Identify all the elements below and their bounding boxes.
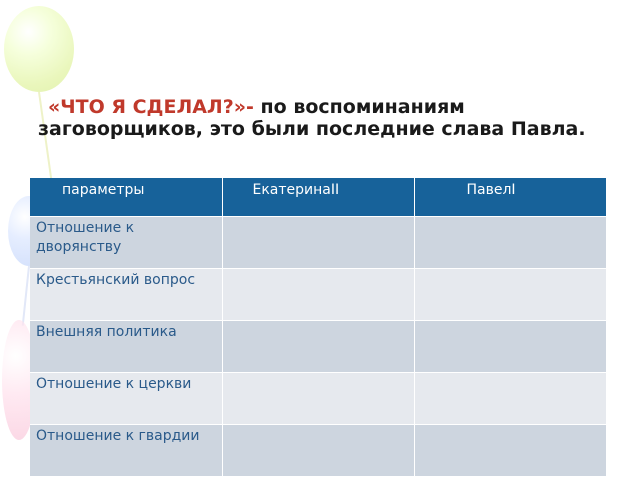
cell-catherine[interactable] [222,217,414,269]
table-row [30,425,606,477]
row-label: Отношение к дворянству [30,217,222,269]
title-text: по воспоминаниям заговорщиков, это были последние слава Павла. [38,96,586,140]
slide-title [38,96,598,140]
table-row [30,373,606,425]
table-header-row [30,178,606,217]
row-label: Отношение к церкви [30,373,222,425]
header-catherine: ЕкатеринаII [222,178,414,217]
title-quote: «ЧТО Я СДЕЛАЛ?»- [48,96,254,118]
row-label: Внешняя политика [30,321,222,373]
row-label: Отношение к гвардии [30,425,222,477]
balloon-decoration-green [4,6,74,92]
table-row [30,269,606,321]
cell-paul[interactable] [414,269,606,321]
cell-paul[interactable] [414,217,606,269]
table-row [30,321,606,373]
row-label: Крестьянский вопрос [30,269,222,321]
comparison-table [30,178,607,476]
cell-catherine[interactable] [222,321,414,373]
balloon-string [22,266,30,326]
cell-catherine[interactable] [222,373,414,425]
header-paul: ПавелI [414,178,606,217]
cell-paul[interactable] [414,373,606,425]
cell-paul[interactable] [414,321,606,373]
cell-catherine[interactable] [222,425,414,477]
cell-catherine[interactable] [222,269,414,321]
header-parameters: параметры [30,178,222,217]
table-row [30,217,606,269]
cell-paul[interactable] [414,425,606,477]
